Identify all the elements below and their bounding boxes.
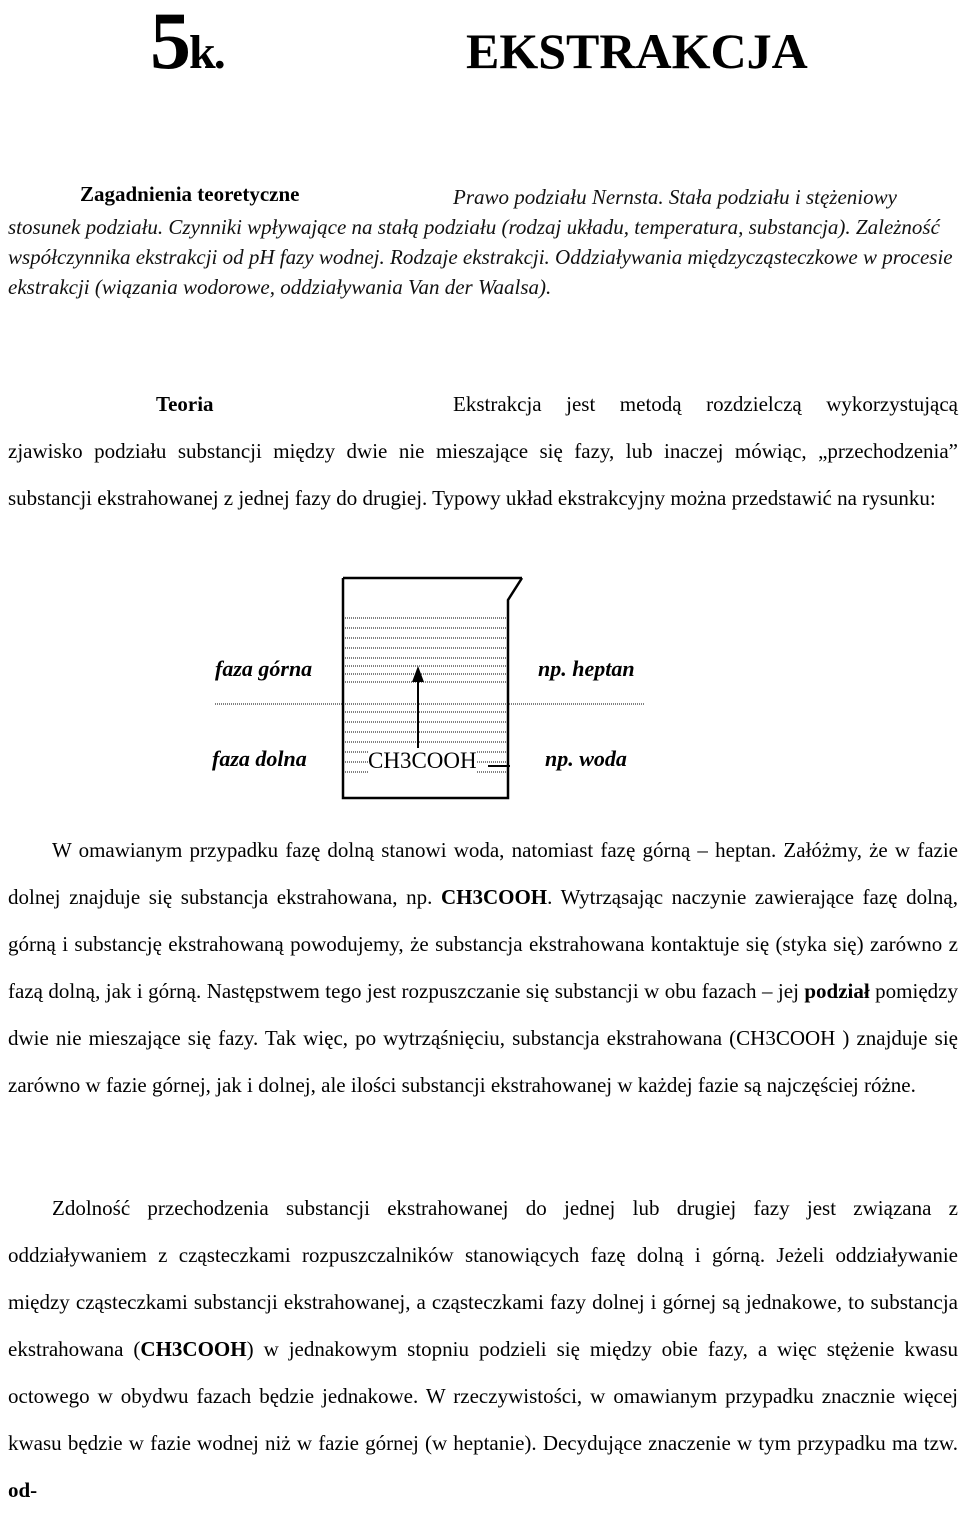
compound-bold-2: CH3COOH bbox=[140, 1337, 247, 1361]
chapter-number: 5k. bbox=[150, 0, 224, 86]
page-title: EKSTRAKCJA bbox=[466, 23, 808, 79]
lower-phase-label: faza dolna bbox=[212, 746, 307, 771]
compound-label: CH3COOH bbox=[368, 748, 477, 773]
paragraph-2: W omawianym przypadku fazę dolną stanowi woda, natomiast fazę górną – heptan. Załóżmy, że w fazie dolnej znajduje się substancja ekstrahowana, np. CH3COOH. Wytrząsając naczynie zawierające fazę dolną, górną i substancję ekstrahowaną powodujemy, że substancja ekstrahowana kontaktuje się (styka się) zarówno z fazą dolną, jak i górną. Następstwem tego jest rozpuszczanie się substancji w obu fazach – jej podział pomiędzy dwie nie mieszające się fazy. Tak więc, po wytrząśnięciu, substancja ekstrahowana (CH3COOH ) znajduje się zarówno w fazie górnej, jak i dolnej, ale ilości substancji ekstrahowanej w każdej fazie są najczęściej różne. bbox=[8, 838, 958, 1097]
term-cutoff: od- bbox=[8, 1478, 38, 1502]
theory-label: Teoria bbox=[156, 392, 214, 416]
extraction-diagram bbox=[0, 570, 960, 810]
paragraph-3: Zdolność przechodzenia substancji ekstrahowanej do jednej lub drugiej fazy jest związana z oddziaływaniem z cząsteczkami rozpuszczalników stanowiących fazę dolną i górną. Jeżeli oddziaływanie między cząsteczkami substancji ekstrahowanej, a cząsteczkami fazy dolnej i górnej są jednakowe, to substancja ekstrahowana (CH3COOH) w jednakowym stopniu podzieli się między obie fazy, a więc stężenie kwasu octowego w obydwu fazach będzie jednakowe. W rzeczywistości, w omawianym przypadku znacznie więcej kwasu będzie w fazie wodnej niż w fazie górnej (w heptanie). Decydujące znaczenie w tym przypadku ma tzw. od- bbox=[8, 1196, 958, 1502]
upper-phase-example: np. heptan bbox=[538, 656, 635, 681]
chapter-suffix: k. bbox=[189, 26, 224, 79]
term-podzial: podział bbox=[804, 979, 870, 1003]
compound-bold: CH3COOH bbox=[440, 885, 548, 909]
separatory-vessel bbox=[0, 570, 960, 810]
upper-phase-label: faza górna bbox=[215, 656, 313, 681]
lower-phase-example: np. woda bbox=[545, 746, 627, 771]
theory-intro: Ekstrakcja jest metodą rozdzielczą wykorzystującą zjawisko podziału substancji między dwie nie mieszające się fazy, lub inaczej mówiąc, „przechodzenia” substancji ekstrahowanej z jednej fazy do drugiej. Typowy układ ekstrakcyjny można przedstawić na rysunku: bbox=[8, 392, 958, 510]
topics-text: Prawo podziału Nernsta. Stała podziału i stężeniowy stosunek podziału. Czynniki wpływające na stałą podziału (rodzaj układu, temperatura, substancja). Zależność współczynnika ekstrakcji od pH fazy wodnej. Rodzaje ekstrakcji. Oddziaływania międzycząsteczkowe w procesie ekstrakcji (wiązania wodorowe, oddziaływania Van der Waalsa). bbox=[8, 185, 953, 299]
topics-label: Zagadnienia teoretyczne bbox=[80, 182, 300, 206]
